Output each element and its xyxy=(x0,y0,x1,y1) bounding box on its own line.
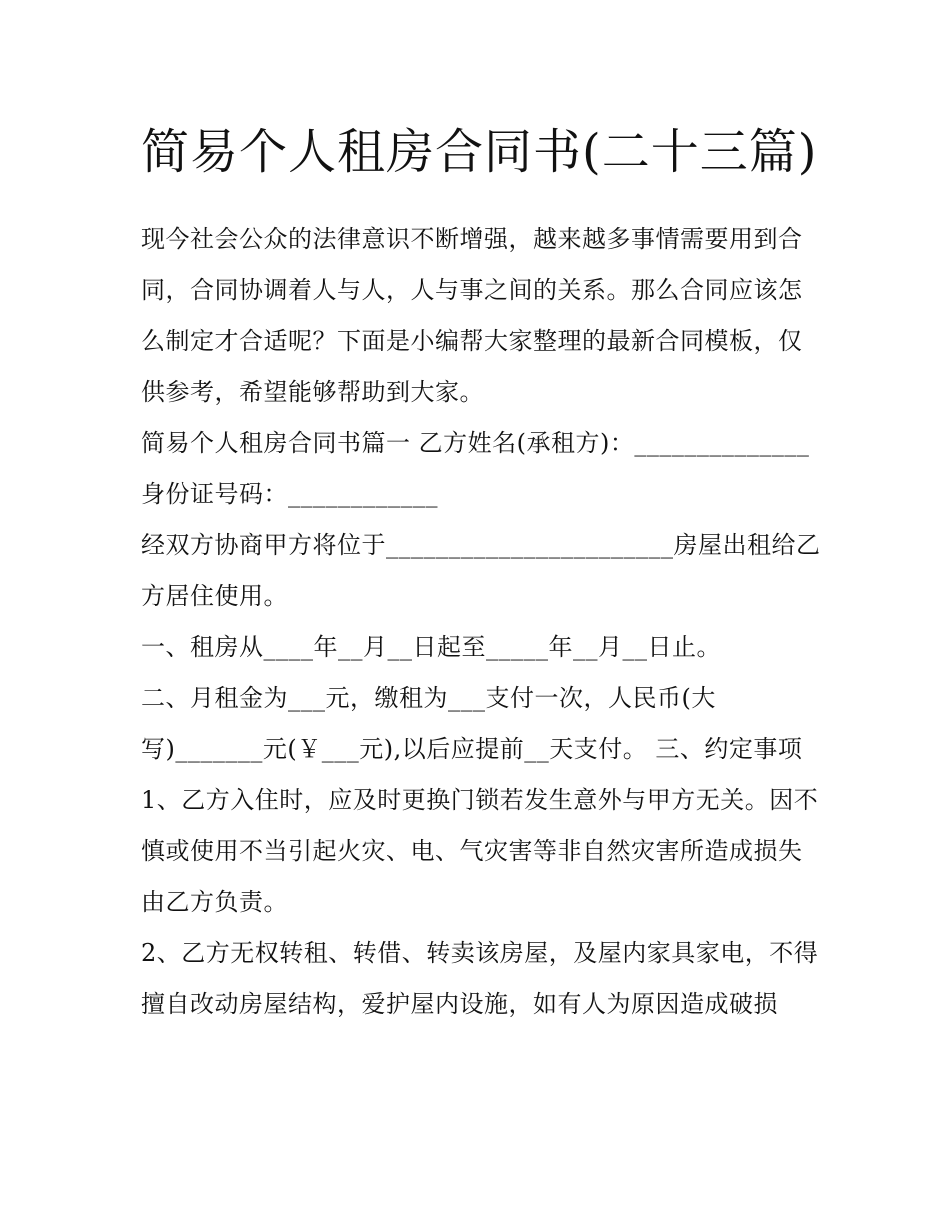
tenant-name-line: 简易个人租房合同书篇一 乙方姓名(承租方)：______________ xyxy=(141,429,810,457)
rent-clause: 二、月租金为___元，缴租为___支付一次，人民币(大写)_______元(￥___元),以后应提前__天支付。 三、约定事项 xyxy=(141,684,803,763)
id-number-line: 身份证号码：____________ xyxy=(141,480,438,508)
property-location-paragraph: 经双方协商甲方将位于_______________________房屋出租给乙方居住使用。 xyxy=(141,531,821,610)
document-body xyxy=(141,214,821,1030)
agreement-item-2: 2、乙方无权转租、转借、转卖该房屋，及屋内家具家电，不得擅自改动房屋结构，爱护屋内设施，如有人为原因造成破损 xyxy=(141,939,819,1018)
intro-paragraph: 现今社会公众的法律意识不断增强，越来越多事情需要用到合同，合同协调着人与人，人与事之间的关系。那么合同应该怎么制定才合适呢？下面是小编帮大家整理的最新合同模板，仅供参考，希望能够帮助到大家。 xyxy=(141,225,803,406)
agreement-item-1: 1、乙方入住时，应及时更换门锁若发生意外与甲方无关。因不慎或使用不当引起火灾、电、气灾害等非自然灾害所造成损失由乙方负责。 xyxy=(141,786,819,916)
document-title: 简易个人租房合同书(二十三篇) xyxy=(141,124,818,180)
lease-term-clause: 一、租房从____年__月__日起至_____年__月__日止。 xyxy=(141,633,721,661)
document-page xyxy=(141,112,821,1030)
